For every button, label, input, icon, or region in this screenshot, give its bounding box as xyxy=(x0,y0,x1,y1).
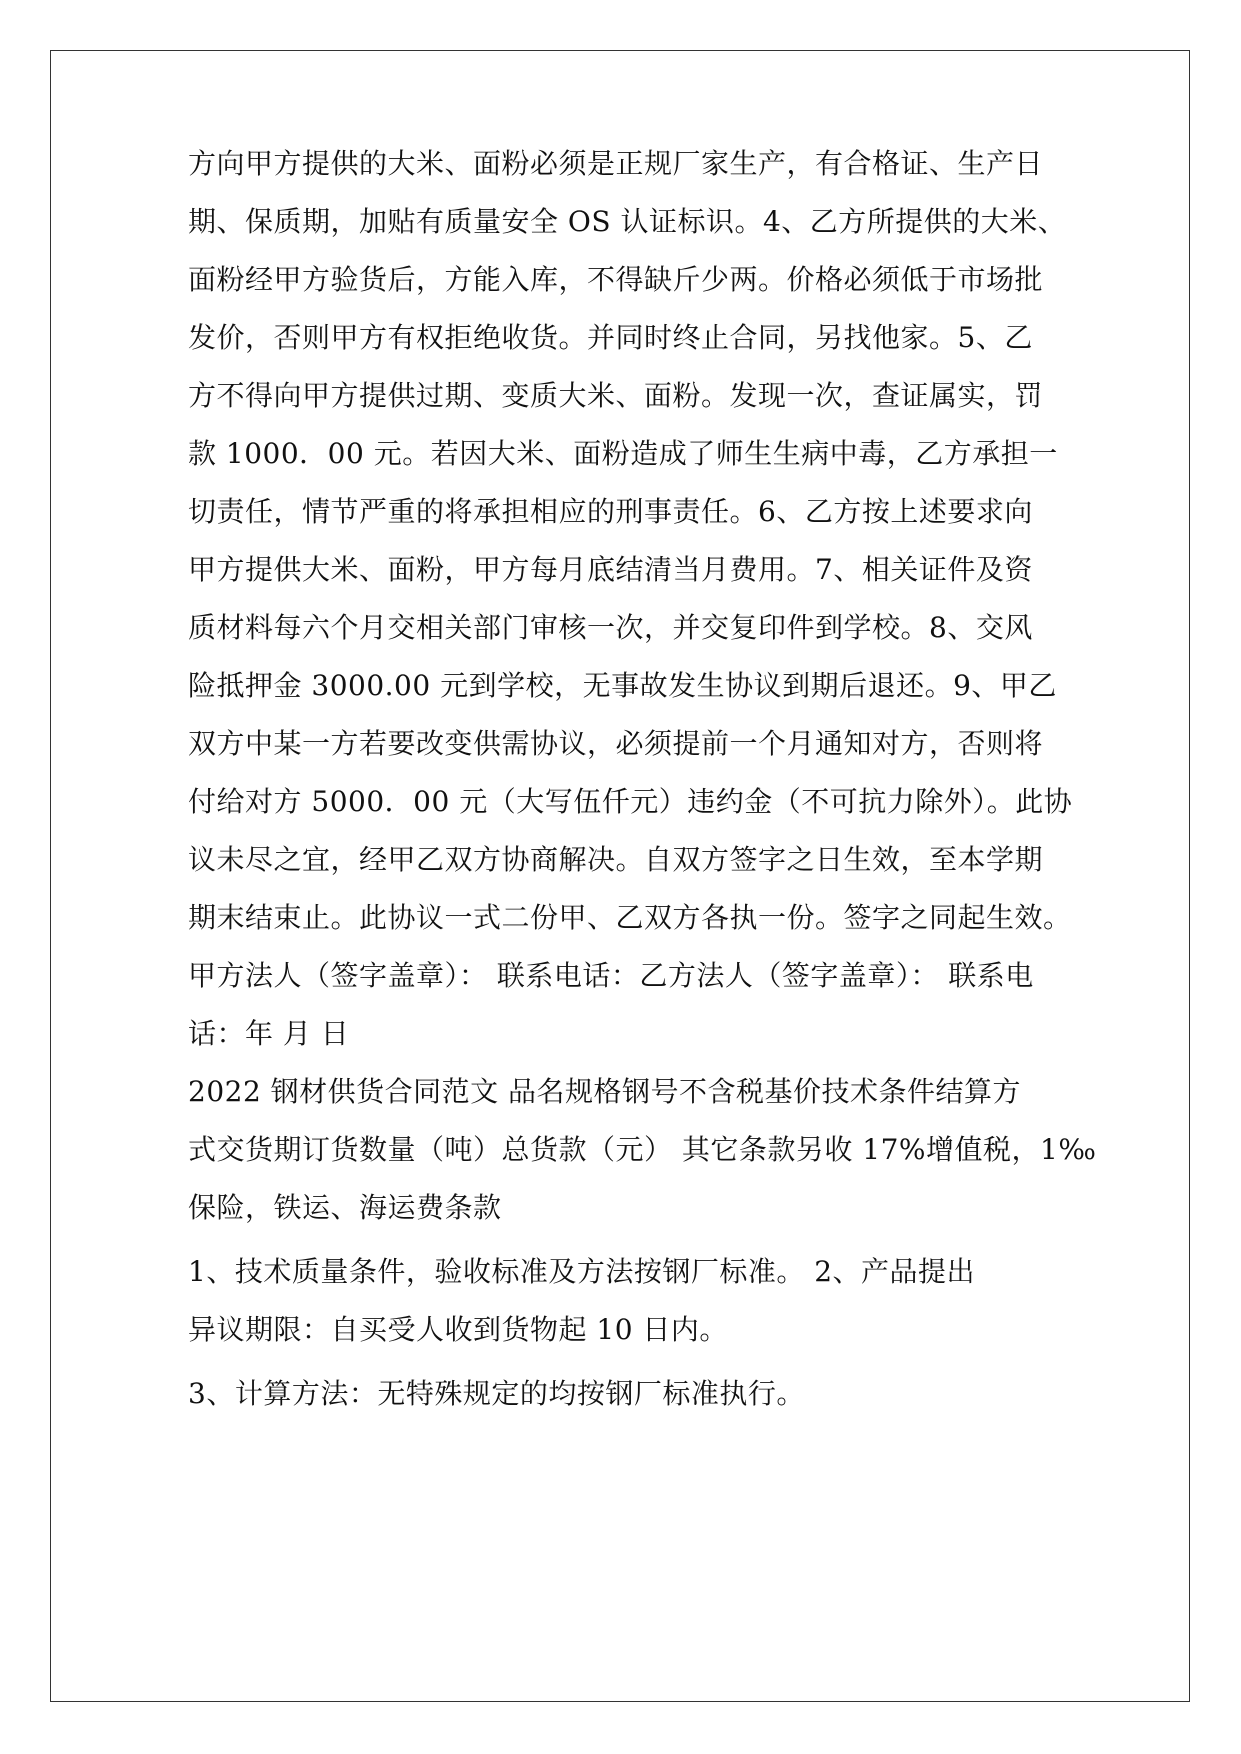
text-line: 议未尽之宜，经甲乙双方协商解决。自双方签字之日生效，至本学期 xyxy=(188,843,1044,876)
text-line: 款 1000．00 元。若因大米、面粉造成了师生生病中毒，乙方承担一 xyxy=(188,437,1058,470)
date-line: 话：年 月 日 xyxy=(188,1017,350,1050)
text-line: 期末结束止。此协议一式二份甲、乙双方各执一份。签字之同起生效。 xyxy=(188,901,1072,934)
text-line: 异议期限：自买受人收到货物起 10 日内。 xyxy=(188,1313,728,1346)
text-line: 保险，铁运、海运费条款 xyxy=(188,1191,502,1224)
text-line: 面粉经甲方验货后，方能入库，不得缺斤少两。价格必须低于市场批 xyxy=(188,263,1044,296)
text-line: 切责任，情节严重的将承担相应的刑事责任。6、乙方按上述要求向 xyxy=(188,495,1033,528)
text-line: 险抵押金 3000.00 元到学校，无事故发生协议到期后退还。9、甲乙 xyxy=(188,669,1057,702)
signature-line: 甲方法人（签字盖章）： 联系电话：乙方法人（签字盖章）： 联系电 xyxy=(188,959,1034,992)
text-line: 甲方提供大米、面粉，甲方每月底结清当月费用。7、相关证件及资 xyxy=(188,553,1033,586)
text-line: 方不得向甲方提供过期、变质大米、面粉。发现一次，查证属实，罚 xyxy=(188,379,1044,412)
section-title-line: 2022 钢材供货合同范文 品名规格钢号不含税基价技术条件结算方 xyxy=(188,1075,1022,1108)
text-line: 3、计算方法：无特殊规定的均按钢厂标准执行。 xyxy=(188,1377,805,1410)
text-line: 质材料每六个月交相关部门审核一次，并交复印件到学校。8、交风 xyxy=(188,611,1033,644)
text-line: 式交货期订货数量（吨）总货款（元） 其它条款另收 17%增值税，1‰ xyxy=(188,1133,1097,1166)
text-line: 发价，否则甲方有权拒绝收货。并同时终止合同，另找他家。5、乙 xyxy=(188,321,1033,354)
text-line: 双方中某一方若要改变供需协议，必须提前一个月通知对方，否则将 xyxy=(188,727,1044,760)
text-line: 付给对方 5000．00 元（大写伍仟元）违约金（不可抗力除外）。此协 xyxy=(188,785,1073,818)
text-line: 1、技术质量条件，验收标准及方法按钢厂标准。 2、产品提出 xyxy=(188,1255,976,1288)
text-line: 方向甲方提供的大米、面粉必须是正规厂家生产，有合格证、生产日 xyxy=(188,147,1044,180)
text-line: 期、保质期，加贴有质量安全 OS 认证标识。4、乙方所提供的大米、 xyxy=(188,205,1067,238)
